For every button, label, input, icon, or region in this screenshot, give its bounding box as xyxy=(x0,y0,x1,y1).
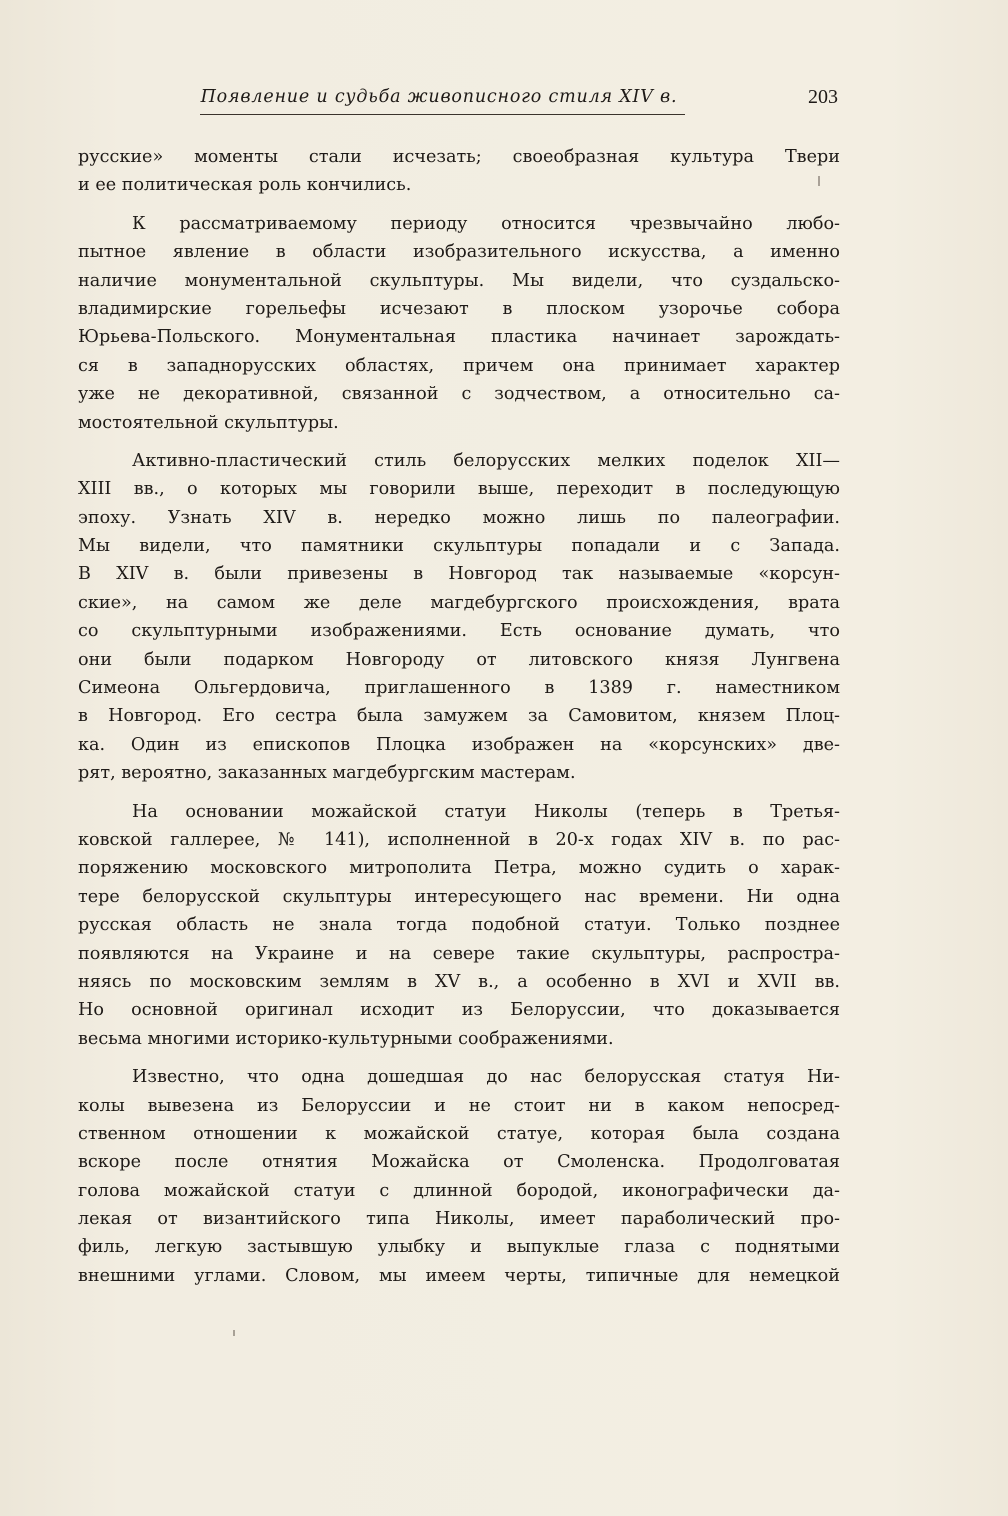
text-line: лекая от византийского типа Николы, имеет параболический про- xyxy=(78,1209,840,1230)
body-text xyxy=(78,143,840,1290)
text-line: К рассматриваемому периоду относится чрезвычайно любо- xyxy=(132,213,840,234)
text-line: появляются на Украине и на севере такие скульптуры, распростра- xyxy=(78,943,840,964)
text-line: ковской галлерее, № 141), исполненной в 20-х годах XIV в. по рас- xyxy=(78,829,840,850)
text-line: вскоре после отнятия Можайска от Смоленска. Продолговатая xyxy=(78,1152,840,1173)
text-line: ственном отношении к можайской статуе, которая была создана xyxy=(78,1123,840,1144)
header-rule xyxy=(200,114,685,115)
text-line: На основании можайской статуи Николы (теперь в Третья- xyxy=(132,801,840,822)
text-line: Активно-пластический стиль белорусских мелких поделок XII— xyxy=(132,450,840,471)
text-line: XIII вв., о которых мы говорили выше, переходит в последующую xyxy=(78,479,840,500)
text-line: Симеона Ольгердовича, приглашенного в 1389 г. наместником xyxy=(78,678,840,699)
text-line: В XIV в. были привезены в Новгород так называемые «корсун- xyxy=(78,564,840,585)
text-line: няясь по московским землям в XV в., а особенно в XVI и XVII вв. xyxy=(78,971,840,992)
text-line: ка. Один из епископов Плоцка изображен на «корсунских» две- xyxy=(78,734,840,755)
text-line: весьма многими историко-культурными соображениями. xyxy=(78,1028,614,1049)
text-line: филь, легкую застывшую улыбку и выпуклые глаза с поднятыми xyxy=(78,1237,840,1258)
paragraph-3 xyxy=(78,447,840,788)
text-line: со скульптурными изображениями. Есть основание думать, что xyxy=(78,621,840,642)
text-line: в Новгород. Его сестра была замужем за Самовитом, князем Плоц- xyxy=(78,706,840,727)
text-line: уже не декоративной, связанной с зодчеством, а относительно са- xyxy=(78,384,840,405)
text-line: Мы видели, что памятники скульптуры попадали и с Запада. xyxy=(78,536,840,557)
page-number: 203 xyxy=(808,86,838,108)
text-line: мостоятельной скульптуры. xyxy=(78,412,339,433)
text-line: тере белорусской скульптуры интересующего нас времени. Ни одна xyxy=(78,886,840,907)
text-line: владимирские горельефы исчезают в плоском узорочье собора xyxy=(78,298,840,319)
text-line: внешними углами. Словом, мы имеем черты, типичные для немецкой xyxy=(78,1265,840,1286)
text-line: русские» моменты стали исчезать; своеобразная культура Твери xyxy=(78,147,840,167)
page-header xyxy=(80,82,838,112)
text-line: эпоху. Узнать XIV в. нередко можно лишь по палеографии. xyxy=(78,507,840,528)
text-line: русская область не знала тогда подобной статуи. Только позднее xyxy=(78,915,840,936)
text-line: поряжению московского митрополита Петра, можно судить о харак- xyxy=(78,858,840,879)
paper-speck xyxy=(233,1330,235,1336)
text-line: ские», на самом же деле магдебургского происхождения, врата xyxy=(78,592,840,613)
paragraph-2 xyxy=(78,210,840,437)
text-line: ся в западнорусских областях, причем она принимает характер xyxy=(78,355,840,376)
text-line: они были подарком Новгороду от литовского князя Лунгвена xyxy=(78,649,840,670)
paragraph-4 xyxy=(78,798,840,1054)
text-line: рят, вероятно, заказанных магдебургским мастерам. xyxy=(78,763,576,784)
running-title: Появление и судьба живописного стиля XIV в. xyxy=(200,87,678,107)
paragraph-1 xyxy=(78,143,840,200)
text-line: колы вывезена из Белоруссии и не стоит ни в каком непосред- xyxy=(78,1095,840,1116)
paragraph-5 xyxy=(78,1063,840,1290)
text-line: Но основной оригинал исходит из Белоруссии, что доказывается xyxy=(78,1000,840,1021)
text-line: и ее политическая роль кончились. xyxy=(78,175,412,196)
text-line: пытное явление в области изобразительного искусства, а именно xyxy=(78,242,840,263)
text-line: голова можайской статуи с длинной бородой, иконографически да- xyxy=(78,1180,840,1201)
text-line: наличие монументальной скульптуры. Мы видели, что суздальско- xyxy=(78,270,840,291)
paper-speck xyxy=(818,176,820,186)
text-line: Юрьева-Польского. Монументальная пластика начинает зарождать- xyxy=(78,327,840,348)
text-line: Известно, что одна дошедшая до нас белорусская статуя Ни- xyxy=(132,1067,840,1088)
